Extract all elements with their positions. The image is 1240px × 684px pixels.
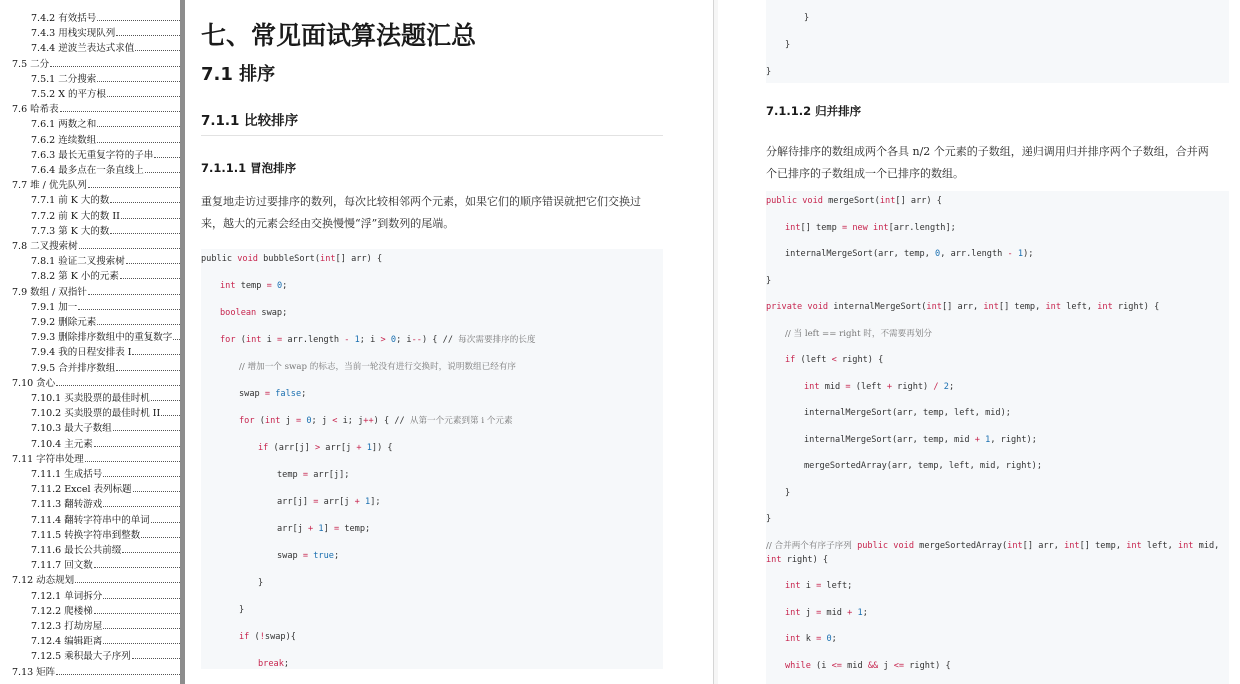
code-line: } — [766, 514, 772, 524]
toc-dot-leader — [135, 50, 180, 51]
toc-entry-label: 7.11 字符串处理 — [12, 453, 84, 465]
code-block-bubble-sort — [201, 249, 663, 669]
toc-dot-leader — [133, 491, 180, 492]
toc-entry[interactable] — [0, 178, 180, 193]
toc-entry[interactable] — [0, 117, 180, 132]
toc-dot-leader — [103, 506, 180, 507]
toc-dot-leader — [126, 263, 180, 264]
toc-dot-leader — [141, 537, 180, 538]
code-line: } — [785, 40, 791, 50]
toc-entry-label: 7.12.2 爬楼梯 — [31, 605, 93, 617]
toc-dot-leader — [75, 582, 180, 583]
paragraph-line: 来，越大的元素会经由交换慢慢“浮”到数列的尾端。 — [201, 217, 455, 230]
code-line: } — [766, 67, 772, 77]
toc-dot-leader — [120, 278, 180, 279]
toc-entry[interactable] — [0, 345, 180, 360]
code-line: temp = arr[j]; — [277, 470, 350, 480]
toc-dot-leader — [122, 552, 180, 553]
toc-entry-label: 7.12.1 单词拆分 — [31, 590, 103, 602]
toc-entry[interactable] — [0, 513, 180, 528]
toc-entry-label: 7.11.6 最长公共前缀 — [31, 545, 122, 556]
toc-entry-label: 7.6 哈希表 — [12, 104, 59, 116]
toc-entry-label: 7.4.2 有效括号 — [31, 13, 97, 24]
toc-dot-leader — [56, 674, 180, 675]
toc-entry-label: 7.13 矩阵 — [12, 666, 56, 678]
toc-entry[interactable] — [0, 452, 180, 467]
toc-entry[interactable] — [0, 254, 180, 269]
toc-dot-leader — [88, 294, 180, 295]
toc-dot-leader — [97, 324, 180, 325]
code-line: boolean swap; — [220, 308, 288, 318]
code-line: } — [785, 488, 791, 498]
toc-entry-label: 7.5.1 二分搜索 — [31, 73, 97, 85]
toc-entry[interactable] — [0, 649, 180, 664]
code-line: mergeSortedArray(arr, temp, left, mid, right); — [804, 461, 1042, 471]
code-line: internalMergeSort(arr, temp, left, mid); — [804, 408, 1011, 418]
toc-dot-leader — [173, 339, 180, 340]
toc-entry-label: 7.11.3 翻转游戏 — [31, 499, 103, 511]
toc-dot-leader — [78, 309, 180, 310]
toc-entry-label: 7.9.5 合并排序数组 — [31, 362, 116, 374]
toc-entry-label: 7.6.4 最多点在一条直线上 — [31, 165, 144, 176]
toc-dot-leader — [56, 385, 180, 386]
code-line: // 合并两个有序子序列 public void mergeSortedArray(int[] arr, int[] temp, int left, int mid, — [766, 541, 1220, 551]
toc-entry[interactable] — [0, 665, 180, 680]
toc-entry-label: 7.7 堆 / 优先队列 — [12, 180, 87, 192]
subsection-rule — [201, 135, 663, 136]
code-line: } — [258, 578, 264, 588]
toc-entry-label: 7.9.1 加一 — [31, 301, 78, 313]
toc-entry-label: 7.11.5 转换字符串到整数 — [31, 529, 141, 541]
toc-entry-label: 7.12.3 打劫房屋 — [31, 621, 103, 632]
toc-dot-leader — [60, 111, 180, 112]
toc-entry[interactable] — [0, 315, 180, 330]
code-line: arr[j + 1] = temp; — [277, 524, 371, 534]
code-line: swap = true; — [277, 551, 340, 561]
code-line: } — [804, 13, 810, 23]
subsection-title: 7.1.1 比较排序 — [201, 113, 299, 129]
toc-entry[interactable] — [0, 300, 180, 315]
code-block-bubble-sort-end — [766, 0, 1229, 83]
code-line: int[] temp = new int[arr.length]; — [785, 223, 956, 233]
code-line: int i = left; — [785, 581, 853, 591]
toc-entry-label: 7.10.3 最大子数组 — [31, 423, 112, 435]
subsubsection-title: 7.1.1.2 归并排序 — [766, 104, 862, 118]
toc-entry[interactable] — [0, 57, 180, 72]
section-title: 7.1 排序 — [201, 64, 276, 85]
code-line: swap = false; — [239, 389, 307, 399]
chapter-title: 七、常见面试算法题汇总 — [201, 21, 477, 50]
toc-dot-leader — [107, 96, 180, 97]
toc-dot-leader — [97, 20, 180, 21]
toc-entry-label: 7.11.7 回文数 — [31, 560, 93, 572]
toc-entry-label: 7.10.2 买卖股票的最佳时机 II — [31, 408, 161, 420]
code-line: for (int j = 0; j < i; j++) { // 从第一个元素到第 i 个元素 — [239, 416, 513, 426]
toc-entry[interactable] — [0, 148, 180, 163]
toc-dot-leader — [116, 370, 180, 371]
toc-dot-leader — [110, 233, 180, 234]
code-line: } — [766, 276, 772, 286]
toc-sidebar — [0, 0, 180, 684]
code-block-merge-sort — [766, 191, 1229, 684]
toc-dot-leader — [161, 415, 180, 416]
subsubsection-title: 7.1.1.1 冒泡排序 — [201, 161, 297, 175]
toc-dot-leader — [151, 400, 180, 401]
toc-entry[interactable] — [0, 11, 180, 26]
toc-entry-label: 7.5 二分 — [12, 58, 50, 70]
toc-entry[interactable] — [0, 209, 180, 224]
toc-dot-leader — [110, 202, 180, 203]
toc-entry-label: 7.7.1 前 K 大的数 — [31, 195, 110, 207]
toc-entry[interactable] — [0, 72, 180, 87]
toc-entry[interactable] — [0, 619, 180, 634]
toc-entry-label: 7.6.2 连续数组 — [31, 134, 97, 146]
toc-entry[interactable] — [0, 26, 180, 41]
toc-entry-label: 7.9.3 删除排序数组中的重复数字 — [31, 332, 173, 344]
toc-entry-label: 7.10.1 买卖股票的最佳时机 — [31, 393, 150, 404]
toc-dot-leader — [103, 476, 180, 477]
toc-entry-label: 7.5.2 X 的平方根 — [31, 89, 106, 100]
toc-dot-leader — [97, 81, 180, 82]
toc-entry[interactable] — [0, 163, 180, 178]
toc-entry[interactable] — [0, 421, 180, 436]
code-line: // 当 left == right 时，不需要再划分 — [785, 329, 933, 339]
document-page-left — [185, 0, 713, 684]
toc-dot-leader — [97, 126, 180, 127]
toc-dot-leader — [132, 354, 180, 355]
toc-dot-leader — [103, 598, 180, 599]
code-line: arr[j] = arr[j + 1]; — [277, 497, 381, 507]
toc-entry-label: 7.4.3 用栈实现队列 — [31, 28, 116, 40]
code-line: private void internalMergeSort(int[] arr, int[] temp, int left, int right) { — [766, 302, 1160, 312]
toc-entry[interactable] — [0, 391, 180, 406]
code-line: internalMergeSort(arr, temp, 0, arr.length - 1); — [785, 249, 1034, 259]
toc-entry[interactable] — [0, 376, 180, 391]
toc-dot-leader — [50, 66, 180, 67]
toc-dot-leader — [145, 172, 180, 173]
code-line: int mid = (left + right) / 2; — [804, 382, 955, 392]
code-line: break; — [258, 659, 290, 669]
toc-entry[interactable] — [0, 133, 180, 148]
toc-entry[interactable] — [0, 604, 180, 619]
toc-entry[interactable] — [0, 497, 180, 512]
toc-dot-leader — [94, 567, 180, 568]
code-line: if (!swap){ — [239, 632, 296, 642]
toc-entry[interactable] — [0, 239, 180, 254]
toc-entry[interactable] — [0, 87, 180, 102]
toc-entry-label: 7.6.3 最长无重复字符的子串 — [31, 149, 154, 161]
toc-entry[interactable] — [0, 634, 180, 649]
code-line: int k = 0; — [785, 634, 837, 644]
toc-entry[interactable] — [0, 193, 180, 208]
toc-entry-label: 7.10 贪心 — [12, 377, 56, 389]
toc-entry-label: 7.12 动态规划 — [12, 575, 75, 587]
toc-entry[interactable] — [0, 224, 180, 239]
toc-entry[interactable] — [0, 543, 180, 558]
toc-entry-label: 7.11.1 生成括号 — [31, 469, 103, 480]
toc-entry[interactable] — [0, 482, 180, 497]
toc-dot-leader — [154, 157, 180, 158]
toc-dot-leader — [151, 522, 180, 523]
toc-dot-leader — [85, 461, 180, 462]
code-line: if (arr[j] > arr[j + 1]) { — [258, 443, 393, 453]
toc-entry-label: 7.7.3 第 K 大的数 — [31, 225, 110, 237]
toc-dot-leader — [113, 430, 180, 431]
toc-entry[interactable] — [0, 330, 180, 345]
toc-dot-leader — [116, 35, 180, 36]
toc-dot-leader — [103, 643, 180, 644]
toc-entry-label: 7.8.1 验证二叉搜索树 — [31, 256, 125, 268]
toc-entry[interactable] — [0, 589, 180, 604]
code-line: public void bubbleSort(int[] arr) { — [201, 254, 383, 264]
code-line: } — [239, 605, 245, 615]
document-page-right — [717, 0, 1240, 684]
code-line: for (int i = arr.length - 1; i > 0; i--) { // 每次需要排序的长度 — [220, 335, 536, 345]
toc-entry[interactable] — [0, 437, 180, 452]
paragraph-line: 重复地走访过要排序的数列，每次比较相邻两个元素，如果它们的顺序错误就把它们交换过 — [201, 195, 641, 208]
toc-entry-label: 7.4.4 逆波兰表达式求值 — [31, 43, 135, 55]
toc-entry[interactable] — [0, 102, 180, 117]
code-line: int right) { — [766, 555, 829, 565]
code-line: // 增加一个 swap 的标志，当前一轮没有进行交换时，说明数组已经有序 — [239, 362, 517, 372]
toc-entry[interactable] — [0, 41, 180, 56]
toc-entry-label: 7.8.2 第 K 小的元素 — [31, 271, 119, 283]
toc-entry-label: 7.10.4 主元素 — [31, 438, 93, 450]
toc-entry[interactable] — [0, 406, 180, 421]
code-line: public void mergeSort(int[] arr) { — [766, 196, 942, 206]
code-line: if (left < right) { — [785, 355, 884, 365]
toc-dot-leader — [97, 142, 180, 143]
paragraph-line: 分解待排序的数组成两个各具 n/2 个元素的子数组，递归调用归并排序两个子数组，合并两 — [766, 145, 1209, 158]
toc-entry[interactable] — [0, 528, 180, 543]
toc-entry-label: 7.9.2 删除元素 — [31, 317, 97, 328]
code-line: while (i <= mid && j <= right) { — [785, 661, 951, 671]
toc-entry-label: 7.11.4 翻转字符串中的单词 — [31, 514, 150, 526]
toc-entry[interactable] — [0, 285, 180, 300]
toc-entry-label: 7.12.4 编辑距离 — [31, 636, 103, 648]
toc-entry[interactable] — [0, 269, 180, 284]
toc-dot-leader — [132, 658, 180, 659]
toc-entry[interactable] — [0, 558, 180, 573]
toc-entry-label: 7.9.4 我的日程安排表 I — [31, 347, 132, 359]
toc-dot-leader — [94, 613, 180, 614]
code-line: int temp = 0; — [220, 281, 288, 291]
toc-dot-leader — [94, 446, 180, 447]
paragraph-line: 个已排序的子数组成一个已排序的数组。 — [766, 167, 964, 180]
toc-entry[interactable] — [0, 361, 180, 376]
toc-dot-leader — [88, 187, 180, 188]
code-line: internalMergeSort(arr, temp, mid + 1, right); — [804, 435, 1037, 445]
toc-entry-label: 7.12.5 乘积最大子序列 — [31, 651, 131, 663]
toc-entry-label: 7.11.2 Excel 表列标题 — [31, 484, 132, 496]
toc-entry-label: 7.8 二叉搜索树 — [12, 241, 78, 252]
toc-entry-label: 7.7.2 前 K 大的数 II — [31, 210, 120, 222]
toc-dot-leader — [121, 218, 180, 219]
toc-dot-leader — [79, 248, 180, 249]
toc-entry-label: 7.9 数组 / 双指针 — [12, 286, 87, 298]
toc-entry[interactable] — [0, 573, 180, 588]
toc-entry-label: 7.6.1 两数之和 — [31, 119, 97, 131]
toc-entry[interactable] — [0, 467, 180, 482]
toc-dot-leader — [103, 628, 180, 629]
code-line: int j = mid + 1; — [785, 608, 868, 618]
